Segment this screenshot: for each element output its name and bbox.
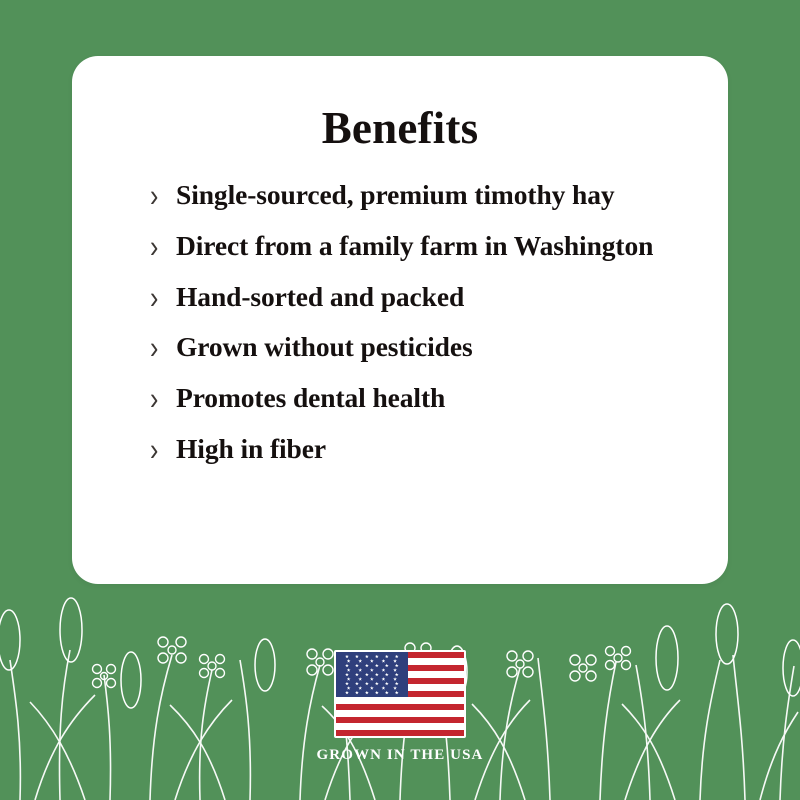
- benefit-label: Direct from a family farm in Washington: [176, 229, 654, 261]
- benefit-label: Single-sourced, premium timothy hay: [176, 179, 615, 210]
- list-item: [150, 229, 684, 265]
- chevron-right-icon: ›: [150, 178, 159, 214]
- benefit-label: Hand-sorted and packed: [176, 280, 465, 312]
- chevron-right-icon: ›: [150, 330, 159, 366]
- usa-flag-icon: [334, 650, 466, 738]
- badge-caption: GROWN IN THE USA: [316, 747, 484, 763]
- benefit-label: Promotes dental health: [176, 382, 446, 414]
- list-item: [150, 178, 684, 214]
- list-item: [150, 279, 684, 315]
- chevron-right-icon: ›: [150, 432, 159, 468]
- flag-stars: [336, 652, 408, 697]
- benefits-card: [72, 56, 728, 584]
- flag-canton: [336, 652, 408, 697]
- benefit-label: Grown without pesticides: [176, 331, 473, 363]
- grown-in-usa-badge: [0, 650, 800, 764]
- benefits-list: [116, 178, 684, 468]
- chevron-right-icon: ›: [150, 229, 159, 265]
- list-item: [150, 381, 684, 417]
- list-item: [150, 330, 684, 366]
- chevron-right-icon: ›: [150, 381, 159, 417]
- benefit-label: High in fiber: [176, 432, 326, 464]
- list-item: [150, 432, 684, 468]
- page-title: Benefits: [321, 103, 479, 153]
- chevron-right-icon: ›: [150, 279, 159, 315]
